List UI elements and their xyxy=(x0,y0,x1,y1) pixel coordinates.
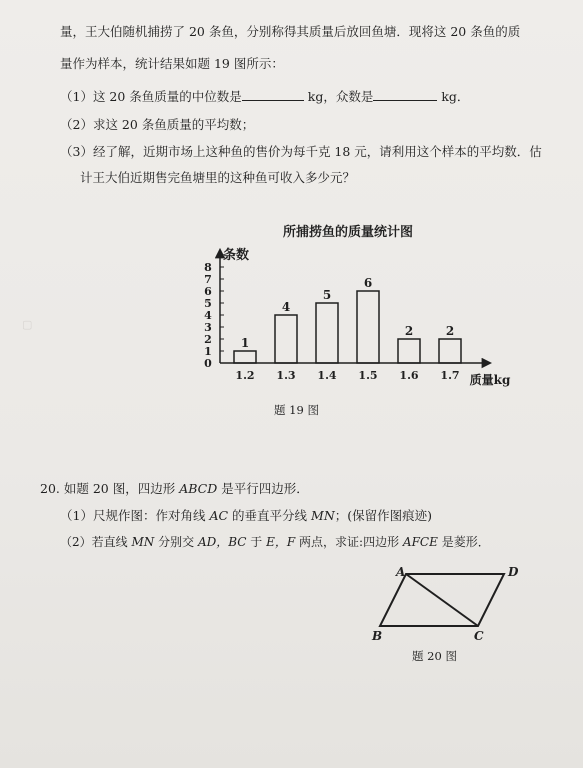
q19-part1-prefix: （1）这 20 条鱼质量的中位数是 xyxy=(60,89,242,104)
y-axis-label: 条数 xyxy=(222,248,250,263)
bar-value-label: 2 xyxy=(404,324,414,338)
q19-intro-line2: 量作为样本，统计结果如题 19 图所示： xyxy=(60,56,284,71)
vertex-b-label: B xyxy=(372,629,383,643)
vertex-d-label: D xyxy=(508,565,519,579)
q20-number: 20. xyxy=(40,481,60,496)
y-tick-label: 5 xyxy=(204,297,212,310)
q20-p2-a: （2）若直线 xyxy=(60,535,128,549)
chart-ticks xyxy=(204,261,459,382)
y-tick-label: 4 xyxy=(204,309,212,322)
q19-part1-mid: kg，众数是 xyxy=(307,89,374,104)
bar-value-label: 1 xyxy=(240,336,250,350)
x-tick-label: 1.5 xyxy=(358,369,378,382)
bar-value-label: 4 xyxy=(281,300,291,314)
q19-part3-line1: （3）经了解，近期市场上这种鱼的售价为每千克 18 元，请利用这个样本的平均数．估 xyxy=(60,144,542,159)
fish-mass-bar-chart xyxy=(190,216,520,392)
bar xyxy=(275,315,297,363)
mode-answer-blank[interactable] xyxy=(373,88,437,101)
bar xyxy=(398,339,420,363)
x-tick-label: 1.6 xyxy=(399,369,419,382)
x-tick-label: 1.4 xyxy=(317,369,337,382)
bar-value-label: 2 xyxy=(445,324,455,338)
x-tick-label: 1.7 xyxy=(440,369,460,382)
chart-title: 所捕捞鱼的质量统计图 xyxy=(282,225,414,240)
y-tick-label: 7 xyxy=(204,273,212,286)
q19-figure-caption: 题 19 图 xyxy=(274,403,319,417)
bar xyxy=(234,351,256,363)
x-axis-label: 质量kg xyxy=(469,373,511,387)
q20-stem xyxy=(40,481,309,497)
q20-p1-b: AC xyxy=(209,508,229,523)
bar xyxy=(439,339,461,363)
parallelogram-figure xyxy=(366,560,536,644)
q20-part2 xyxy=(60,534,490,550)
q20-p2-c: 分别交 xyxy=(158,535,195,549)
x-tick-label: 1.3 xyxy=(276,369,296,382)
q19-part1-suffix: kg． xyxy=(441,89,470,104)
vertex-c-label: C xyxy=(474,629,484,643)
bar-value-label: 6 xyxy=(363,276,373,290)
bar xyxy=(316,303,338,363)
q20-p2-f: E，F xyxy=(266,535,296,549)
diagonal-ac xyxy=(406,574,478,626)
q20-p2-d: AD，BC xyxy=(197,535,247,549)
q20-p2-h: AFCE xyxy=(402,535,438,549)
q20-p2-i: 是菱形． xyxy=(441,535,490,549)
q20-figure-caption: 题 20 图 xyxy=(412,649,457,663)
q20-p2-e: 于 xyxy=(250,535,263,549)
q20-part1 xyxy=(60,508,432,524)
q20-stem-b: ABCD xyxy=(179,481,218,496)
y-tick-label: 6 xyxy=(204,285,212,298)
q20-p1-c: 的垂直平分线 xyxy=(232,508,308,523)
vertex-a-label: A xyxy=(396,565,406,579)
median-answer-blank[interactable] xyxy=(242,88,304,101)
y-tick-label: 8 xyxy=(204,261,212,274)
q19-part2: （2）求这 20 条鱼质量的平均数； xyxy=(60,117,255,132)
y-tick-label: 1 xyxy=(204,345,212,358)
q20-p2-g: 两点，求证:四边形 xyxy=(299,535,400,549)
q20-p1-e: ；(保留作图痕迹) xyxy=(334,508,433,523)
q20-stem-a: 如题 20 图，四边形 xyxy=(63,481,176,496)
bar-value-label: 5 xyxy=(322,288,332,302)
q20-p1-d: MN xyxy=(311,508,335,523)
chart-axes xyxy=(220,250,490,363)
q20-p1-a: （1）尺规作图：作对角线 xyxy=(60,508,206,523)
q19-part3-line2: 计王大伯近期售完鱼塘里的这种鱼可收入多少元？ xyxy=(80,170,356,185)
bar xyxy=(357,291,379,363)
q19-part1 xyxy=(60,88,469,105)
chart-bars xyxy=(234,276,461,363)
bleed-through-mark: ▢ xyxy=(22,318,33,331)
q20-p2-b: MN xyxy=(131,535,155,549)
y-tick-label: 3 xyxy=(204,321,212,334)
x-tick-label: 1.2 xyxy=(235,369,255,382)
y-tick-label: 0 xyxy=(204,357,212,370)
q19-intro-line1: 量，王大伯随机捕捞了 20 条鱼，分别称得其质量后放回鱼塘．现将这 20 条鱼的质 xyxy=(60,24,521,39)
y-tick-label: 2 xyxy=(204,333,212,346)
q20-stem-c: 是平行四边形． xyxy=(221,481,309,496)
